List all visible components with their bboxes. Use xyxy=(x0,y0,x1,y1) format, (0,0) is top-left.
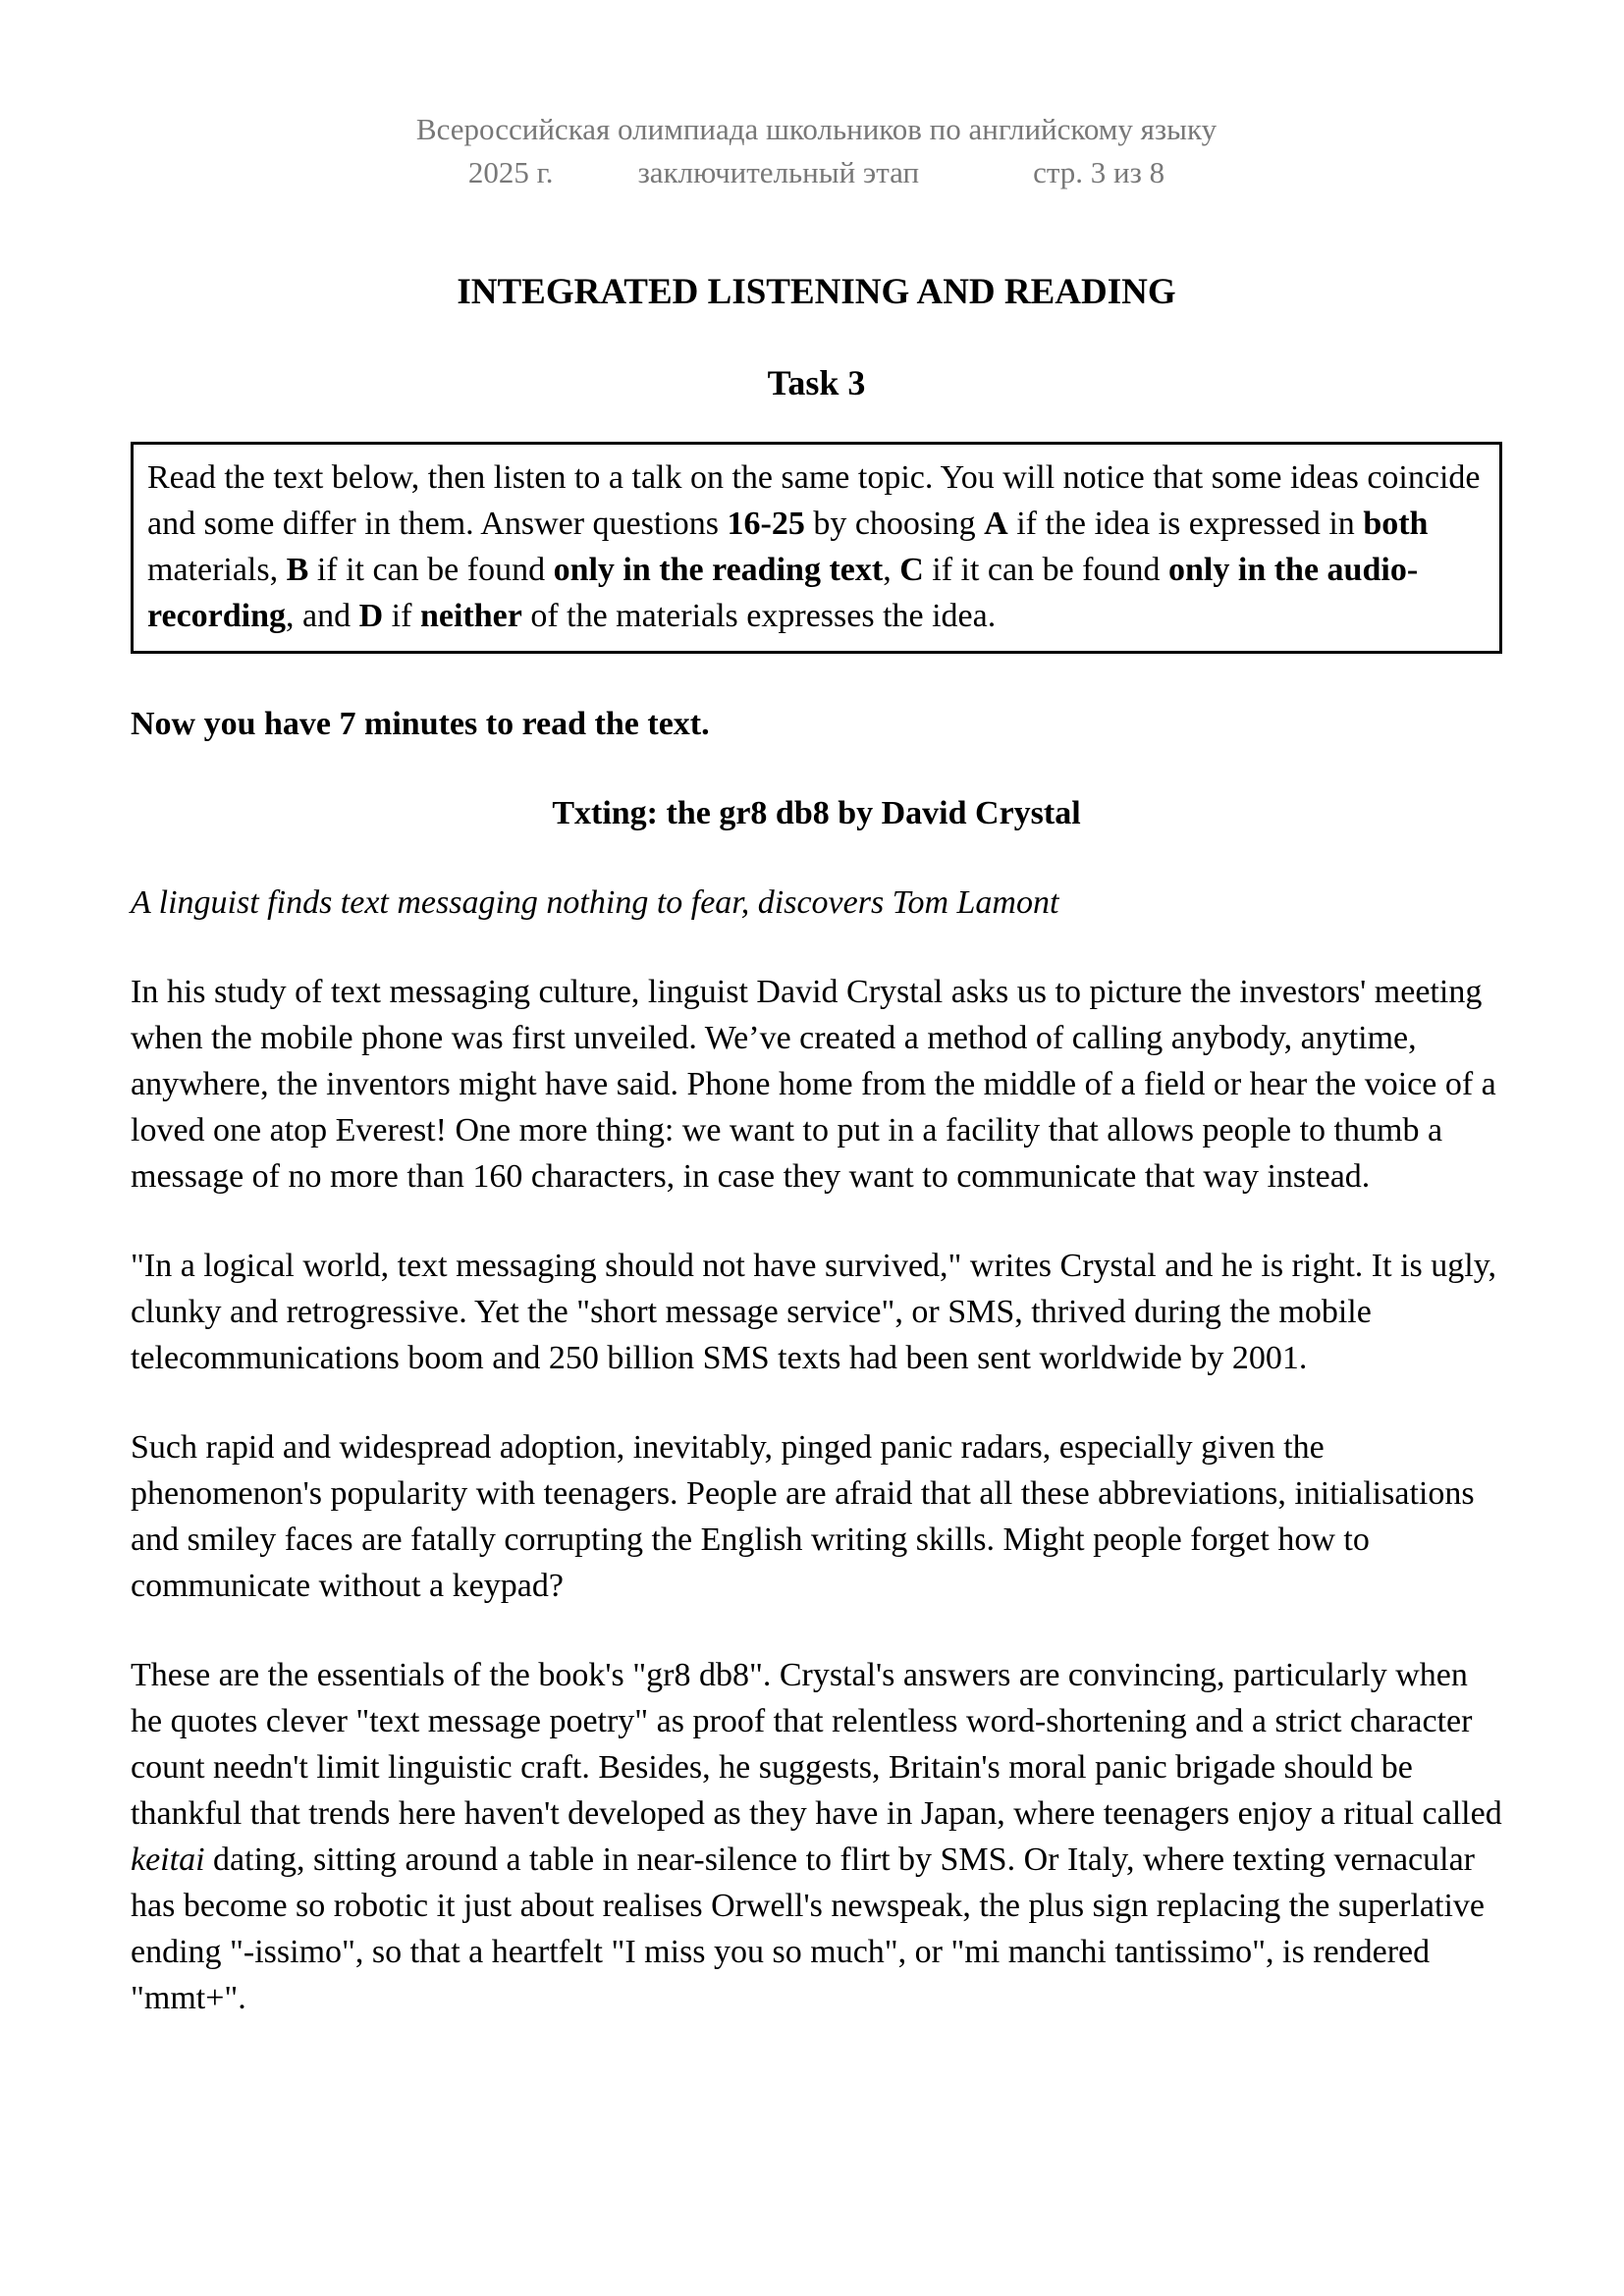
task-title: Task 3 xyxy=(767,363,866,402)
article-title: Txting: the gr8 db8 by David Crystal xyxy=(552,795,1081,831)
instruction-text: Read the text below, then listen to a talk on the same topic. You will notice that some ideas coincide and some differ in them. Answer questions 16-25 by choosing A if the idea is expressed in both materials, B if it can be found only in the reading text, C if it can be found only in the audio-recording, and D if neither of the materials expresses the idea. xyxy=(147,459,1481,634)
reading-time-notice: Now you have 7 minutes to read the text. xyxy=(131,706,710,742)
header-title-line: Всероссийская олимпиада школьников по английскому языку xyxy=(415,112,1218,146)
header-meta-line xyxy=(131,151,1502,194)
paragraph-text: In his study of text messaging culture, linguist David Crystal asks us to picture the investors' meeting when the mobile phone was first unveiled. We’ve created a method of calling anybody, anytime, anywhere, the inventors might have said. Phone home from the middle of a field or hear the voice of a loved one atop Everest! One more thing: we want to put in a facility that allows people to thumb a message of no more than 160 characters, in case they want to communicate that way instead. xyxy=(131,974,1496,1195)
header-page-number: стр. 3 из 8 xyxy=(1033,155,1165,189)
paragraph-text: "In a logical world, text messaging should not have survived," writes Crystal and he is right. It is ugly, clunky and retrogressive. Yet the "short message service", or SMS, thrived during the mobile telecommunications boom and 250 billion SMS texts had been sent worldwide by 2001. xyxy=(131,1248,1496,1376)
header-stage: заключительный этап xyxy=(637,155,920,189)
document-header xyxy=(131,108,1502,194)
article-byline: A linguist finds text messaging nothing to fear, discovers Tom Lamont xyxy=(131,884,1059,921)
paragraph-text: Such rapid and widespread adoption, inevitably, pinged panic radars, especially given the phenomenon's popularity with teenagers. People are afraid that all these abbreviations, initialisations and smiley faces are fatally corrupting the English writing skills. Might people forget how to communicate without a keypad? xyxy=(131,1429,1475,1604)
article-paragraph-4 xyxy=(131,1652,1502,2021)
section-title: INTEGRATED LISTENING AND READING xyxy=(457,272,1176,312)
article-paragraph-2 xyxy=(131,1243,1502,1381)
instruction-box xyxy=(131,442,1502,654)
paragraph-text: These are the essentials of the book's "gr8 db8". Crystal's answers are convincing, particularly when he quotes clever "text message poetry" as proof that relentless word-shortening and a strict character count needn't limit linguistic craft. Besides, he suggests, Britain's moral panic brigade should be thankful that trends here haven't developed as they have in Japan, where teenagers enjoy a ritual called keitai dating, sitting around a table in near-silence to flirt by SMS. Or Italy, where texting vernacular has become so robotic it just about realises Orwell's newspeak, the plus sign replacing the superlative ending "-issimo", so that a heartfelt "I miss you so much", or "mi manchi tantissimo", is rendered "mmt+". xyxy=(131,1657,1502,2016)
header-year: 2025 г. xyxy=(467,155,554,189)
article-paragraph-3 xyxy=(131,1424,1502,1609)
article-paragraph-1 xyxy=(131,969,1502,1200)
